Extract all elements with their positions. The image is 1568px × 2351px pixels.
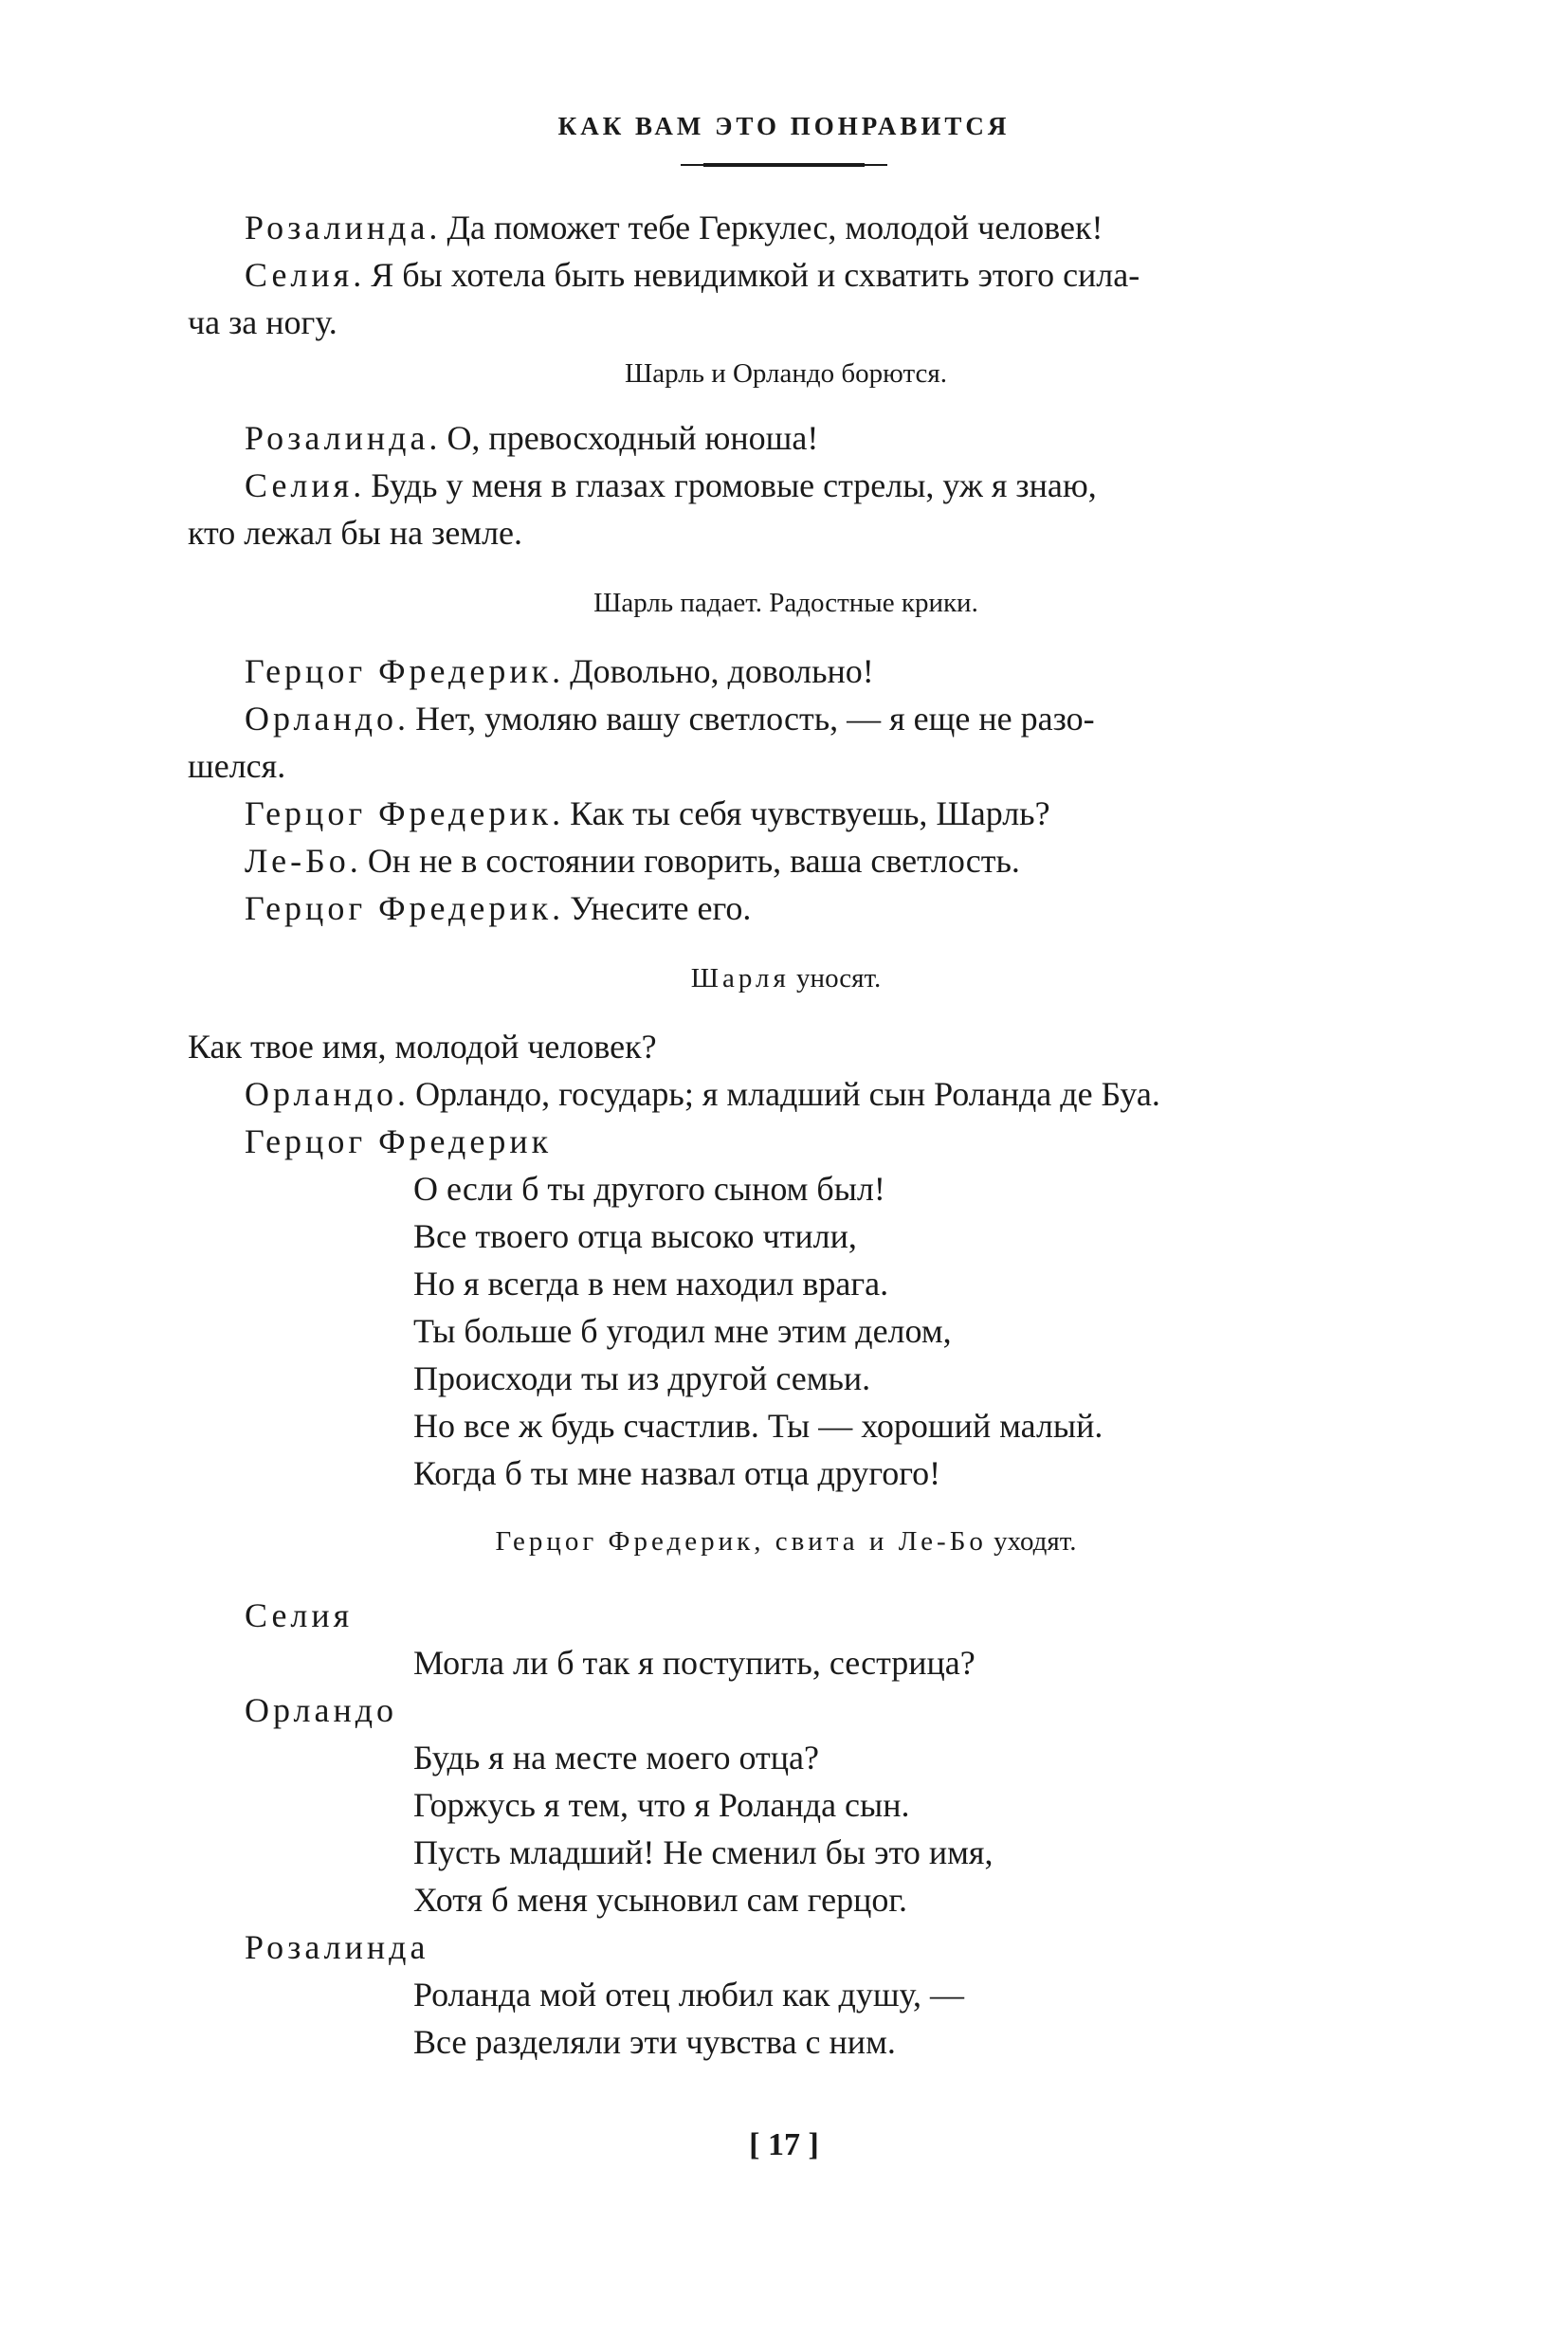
speaker-name: Селия [245,1596,354,1634]
verse-line: Пусть младший! Не сменил бы это имя, [413,1833,994,1871]
speech-text: Да поможет тебе Геркулес, молодой человек! [447,209,1103,246]
speech-text: Он не в состоянии говорить, ваша светлость. [367,842,1020,880]
speaker-name: Розалинда. [245,419,442,457]
verse-line: Ты больше б угодил мне этим делом, [413,1312,952,1350]
verse-line: Все твоего отца высоко чтили, [413,1217,857,1255]
speaker-name: Герцог Фредерик. [245,794,565,832]
dialogue-line [245,698,1095,739]
speech-text: Довольно, довольно! [570,652,874,690]
dialogue-line [245,650,874,692]
speech-text: Унесите его. [570,889,752,927]
stage-direction [188,1522,1384,1560]
dialogue-line [245,793,1050,834]
verse-line: Когда б ты мне назвал отца другого! [413,1454,941,1492]
dialogue-line [245,1595,358,1636]
speaker-name: Селия. [245,256,366,294]
speech-text: Нет, умоляю вашу светлость, — я еще не разо- [415,700,1095,738]
speech-text: Орландо, государь; я младший сын Роланда де Буа. [415,1075,1160,1113]
speaker-name: Орландо [245,1691,398,1729]
speaker-name: Орландо. [245,700,410,738]
speech-text: Я бы хотела быть невидимкой и схватить этого сила- [371,256,1140,294]
stage-direction: Шарль падает. Радостные крики. [593,588,978,618]
verse-line: Могла ли б так я поступить, сестрица? [413,1644,975,1682]
stage-direction-names: Герцог Фредерик, свита и Ле-Бо [495,1526,987,1557]
verse-line: Но все ж будь счастлив. Ты — хороший малый. [413,1407,1103,1445]
dialogue-line [188,301,337,343]
speech-text: Как твое имя, молодой человек? [188,1028,657,1066]
stage-direction-names: Шарля [690,963,790,993]
dialogue-line [188,512,522,554]
dialogue-line [245,254,1140,296]
verse-line: О если б ты другого сыном был! [413,1170,885,1208]
speaker-name: Герцог Фредерик. [245,652,565,690]
speaker-name: Орландо. [245,1075,410,1113]
dialogue-line [188,1026,657,1067]
dialogue-line [245,1926,434,1968]
speech-text: Будь у меня в глазах громовые стрелы, уж я знаю, [371,466,1097,504]
stage-direction [188,959,1384,997]
dialogue-line [245,417,818,459]
verse-line: Роланда мой отец любил как душу, — [413,1976,964,2014]
dialogue-line [188,745,285,787]
dialogue-line [245,465,1097,506]
speaker-name: Герцог Фредерик. [245,889,565,927]
dialogue-line [245,1073,1160,1115]
speech-text: Как ты себя чувствуешь, Шарль? [570,794,1050,832]
stage-direction-action: уносят. [796,963,882,993]
running-head: КАК ВАМ ЭТО ПОНРАВИТСЯ [557,112,1011,140]
verse-line: Все разделяли эти чувства с ним. [413,2023,896,2061]
dialogue-line [245,1121,557,1162]
verse-line: Происходи ты из другой семьи. [413,1359,871,1397]
dialogue-line [245,1689,403,1731]
dialogue-line [245,207,1103,248]
speaker-name: Селия. [245,466,366,504]
dialogue-line [245,840,1020,882]
verse-line: Будь я на месте моего отца? [413,1739,819,1777]
speech-text: шелся. [188,747,286,785]
stage-direction-action: уходят. [994,1526,1077,1557]
speaker-name: Розалинда. [245,209,442,246]
speech-text: кто лежал бы на земле. [188,514,523,552]
speech-text: ча за ногу. [188,303,337,341]
verse-line: Но я всегда в нем находил врага. [413,1265,889,1303]
stage-direction: Шарль и Орландо борются. [625,358,947,389]
speaker-name: Ле-Бо. [245,842,362,880]
speaker-name: Герцог Фредерик [245,1122,553,1160]
speech-text: О, превосходный юноша! [447,419,819,457]
speaker-name: Розалинда [245,1928,429,1966]
verse-line: Горжусь я тем, что я Роланда сын. [413,1786,910,1824]
verse-line: Хотя б меня усыновил сам герцог. [413,1881,908,1919]
head-rule [703,163,865,167]
dialogue-line [245,887,751,929]
page-number: [ 17 ] [749,2127,819,2162]
